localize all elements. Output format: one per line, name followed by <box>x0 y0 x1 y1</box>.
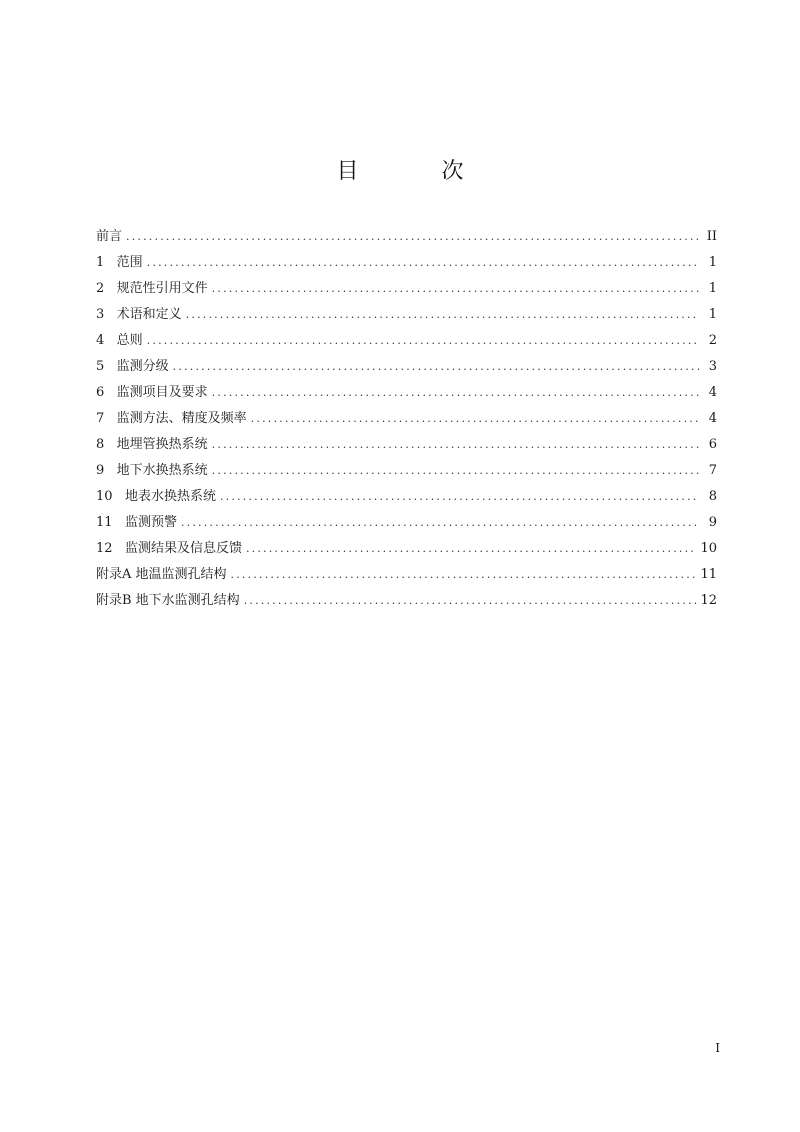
toc-entry-label: 1 范围 <box>96 255 143 270</box>
toc-entry-appendix-a[interactable] <box>96 562 717 588</box>
toc-entry-results-feedback[interactable] <box>96 536 717 562</box>
toc-dot-leader <box>147 328 699 354</box>
toc-entry-page: 7 <box>708 463 717 478</box>
toc-dot-leader <box>147 250 699 276</box>
toc-entry-label: 10 地表水换热系统 <box>96 489 216 504</box>
toc-dot-leader <box>246 536 697 562</box>
toc-dot-leader <box>231 562 697 588</box>
toc-dot-leader <box>251 406 699 432</box>
toc-entry-monitoring-methods[interactable] <box>96 406 717 432</box>
toc-entry-page: 9 <box>708 515 717 530</box>
toc-dot-leader <box>212 432 699 458</box>
toc-entry-monitoring-items[interactable] <box>96 380 717 406</box>
toc-entry-page: 8 <box>708 489 717 504</box>
toc-entry-label: 7 监测方法、精度及频率 <box>96 411 247 426</box>
toc-dot-leader <box>126 224 699 250</box>
toc-entry-general[interactable] <box>96 328 717 354</box>
toc-entry-label: 3 术语和定义 <box>96 307 182 322</box>
toc-entry-label: 前言 <box>96 229 123 244</box>
toc-dot-leader <box>173 354 699 380</box>
toc-entry-label: 11 监测预警 <box>96 515 177 530</box>
toc-entry-page: 11 <box>700 567 717 582</box>
toc-entry-ground-heat-exchanger[interactable] <box>96 432 717 458</box>
toc-entry-scope[interactable] <box>96 250 717 276</box>
toc-entry-page: 1 <box>708 255 717 270</box>
toc-entry-page: 6 <box>708 437 717 452</box>
page-number: I <box>715 1041 720 1055</box>
toc-entry-page: 1 <box>708 307 717 322</box>
toc-entry-label: 12 监测结果及信息反馈 <box>96 541 242 556</box>
toc-entry-label: 2 规范性引用文件 <box>96 281 208 296</box>
toc-dot-leader <box>244 588 697 614</box>
toc-dot-leader <box>212 458 699 484</box>
toc-dot-leader <box>186 302 699 328</box>
toc-dot-leader <box>181 510 699 536</box>
toc-entry-page: 2 <box>708 333 717 348</box>
toc-entry-label: 附录A 地温监测孔结构 <box>96 567 227 582</box>
toc-entry-label: 6 监测项目及要求 <box>96 385 208 400</box>
toc-title: 目 次 <box>336 159 502 184</box>
toc-entry-page: 1 <box>708 281 717 296</box>
toc-entry-page: II <box>706 229 717 244</box>
toc-entry-page: 3 <box>708 359 717 374</box>
toc-entry-page: 12 <box>700 593 717 608</box>
toc-entry-label: 附录B 地下水监测孔结构 <box>96 593 240 608</box>
toc-dot-leader <box>212 380 699 406</box>
toc-dot-leader <box>220 484 699 510</box>
toc-dot-leader <box>212 276 699 302</box>
toc-entry-label: 8 地埋管换热系统 <box>96 437 208 452</box>
toc-entry-terms-definitions[interactable] <box>96 302 717 328</box>
toc-entry-page: 4 <box>708 411 717 426</box>
toc-entry-label: 5 监测分级 <box>96 359 169 374</box>
toc-entry-label: 9 地下水换热系统 <box>96 463 208 478</box>
toc-entry-page: 10 <box>700 541 717 556</box>
toc-entry-monitoring-grading[interactable] <box>96 354 717 380</box>
toc-entry-label: 4 总则 <box>96 333 143 348</box>
toc-entry-monitoring-warning[interactable] <box>96 510 717 536</box>
toc-list <box>96 224 717 614</box>
toc-entry-surface-water-heat-exchange[interactable] <box>96 484 717 510</box>
toc-entry-appendix-b[interactable] <box>96 588 717 614</box>
toc-entry-groundwater-heat-exchange[interactable] <box>96 458 717 484</box>
toc-entry-foreword[interactable] <box>96 224 717 250</box>
toc-entry-page: 4 <box>708 385 717 400</box>
toc-entry-normative-references[interactable] <box>96 276 717 302</box>
